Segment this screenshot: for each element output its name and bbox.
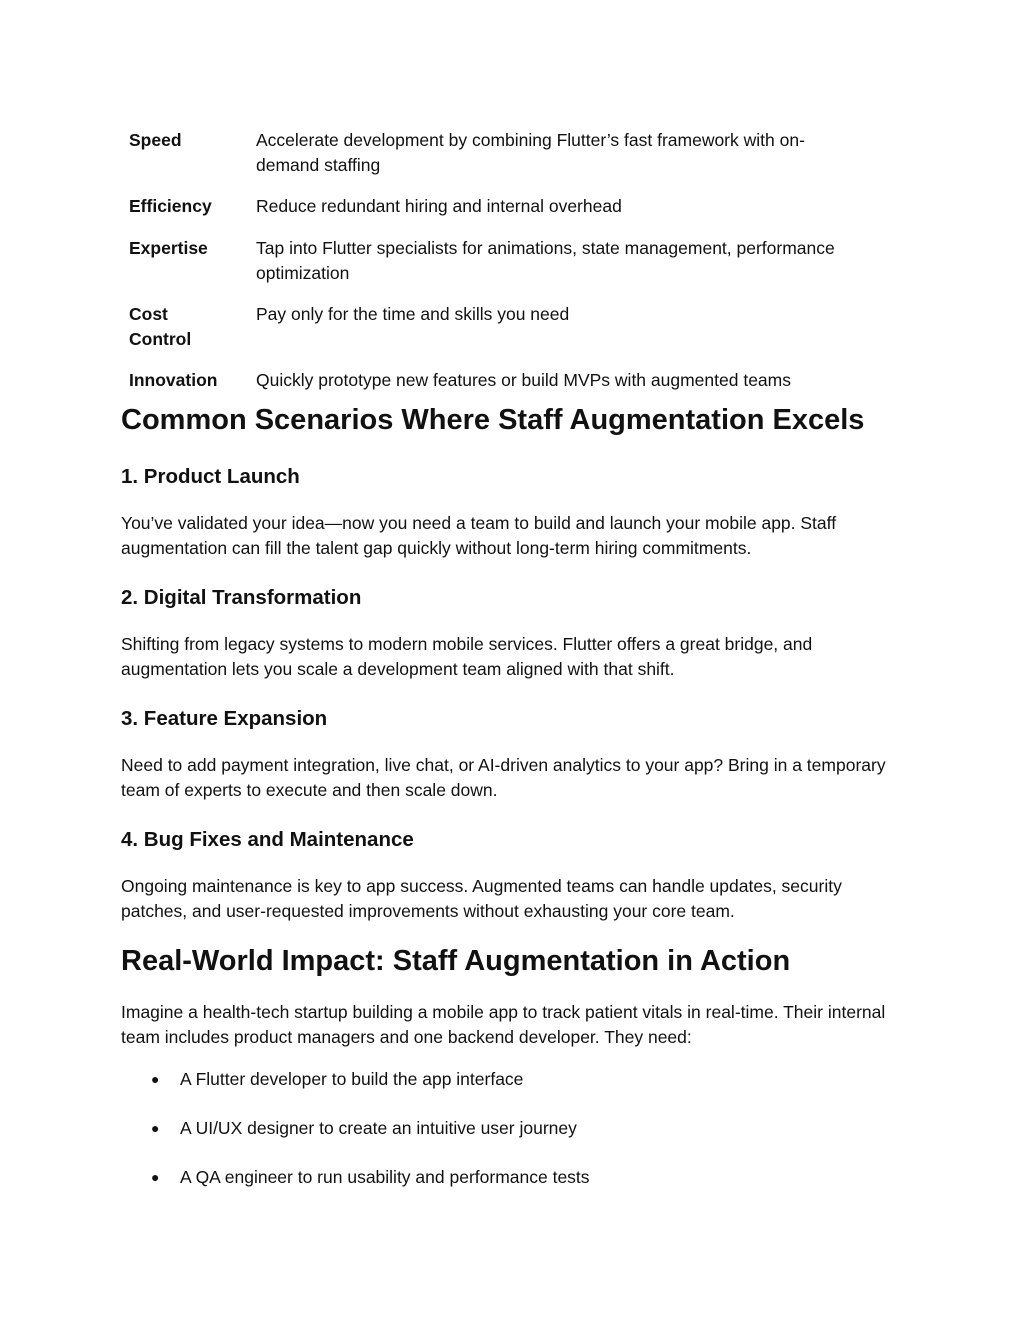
scenario-title: 4. Bug Fixes and Maintenance — [121, 828, 414, 851]
scenario-body: Shifting from legacy systems to modern mobile services. Flutter offers a great bridge, and augmentation lets you scale a development team aligned with that shift. — [121, 634, 813, 679]
list-item-text: A QA engineer to run usability and performance tests — [180, 1167, 590, 1187]
benefit-description: Accelerate development by combining Flutter’s fast framework with on-demand staffing — [256, 130, 805, 175]
impact-intro: Imagine a health-tech startup building a mobile app to track patient vitals in real-time. Their internal team includes product managers and one backend developer. They need: — [121, 1002, 886, 1047]
scenario-title: 1. Product Launch — [121, 465, 300, 488]
scenario-body: Ongoing maintenance is key to app success. Augmented teams can handle updates, security patches, and user-requested improvements without exhausting your core team. — [121, 876, 842, 921]
list-item-text: A UI/UX designer to create an intuitive user journey — [180, 1118, 577, 1138]
benefit-row — [129, 128, 889, 194]
scenario-title: 2. Digital Transformation — [121, 586, 362, 609]
scenario-body: You’ve validated your idea—now you need a team to build and launch your mobile app. Staff augmentation can fill the talent gap quickly without long-term hiring commitments. — [121, 513, 837, 558]
scenario-body: Need to add payment integration, live chat, or AI-driven analytics to your app? Bring in a temporary team of experts to execute and then scale down. — [121, 755, 886, 800]
benefit-row — [129, 302, 889, 368]
benefit-description: Reduce redundant hiring and internal overhead — [256, 196, 622, 216]
benefit-term: Innovation — [129, 370, 218, 390]
benefit-term: Efficiency — [129, 196, 212, 216]
benefit-row — [129, 236, 889, 302]
scenario-title: 3. Feature Expansion — [121, 707, 328, 730]
benefit-description: Pay only for the time and skills you need — [256, 304, 570, 324]
benefit-description: Tap into Flutter specialists for animations, state management, performance optimization — [256, 238, 835, 283]
bullet-icon: ● — [151, 1120, 160, 1136]
bullet-icon: ● — [151, 1169, 160, 1185]
benefit-row — [129, 194, 889, 236]
benefit-term: Expertise — [129, 238, 208, 258]
benefit-row — [129, 368, 889, 394]
list-item-text: A Flutter developer to build the app interface — [180, 1069, 524, 1089]
impact-heading: Real-World Impact: Staff Augmentation in Action — [121, 945, 791, 977]
bullet-icon: ● — [151, 1071, 160, 1087]
scenarios-heading: Common Scenarios Where Staff Augmentation Excels — [121, 404, 865, 436]
benefit-term: Cost Control — [129, 304, 192, 349]
benefits-table — [129, 128, 889, 394]
benefit-description: Quickly prototype new features or build MVPs with augmented teams — [256, 370, 791, 390]
benefit-term: Speed — [129, 130, 182, 150]
